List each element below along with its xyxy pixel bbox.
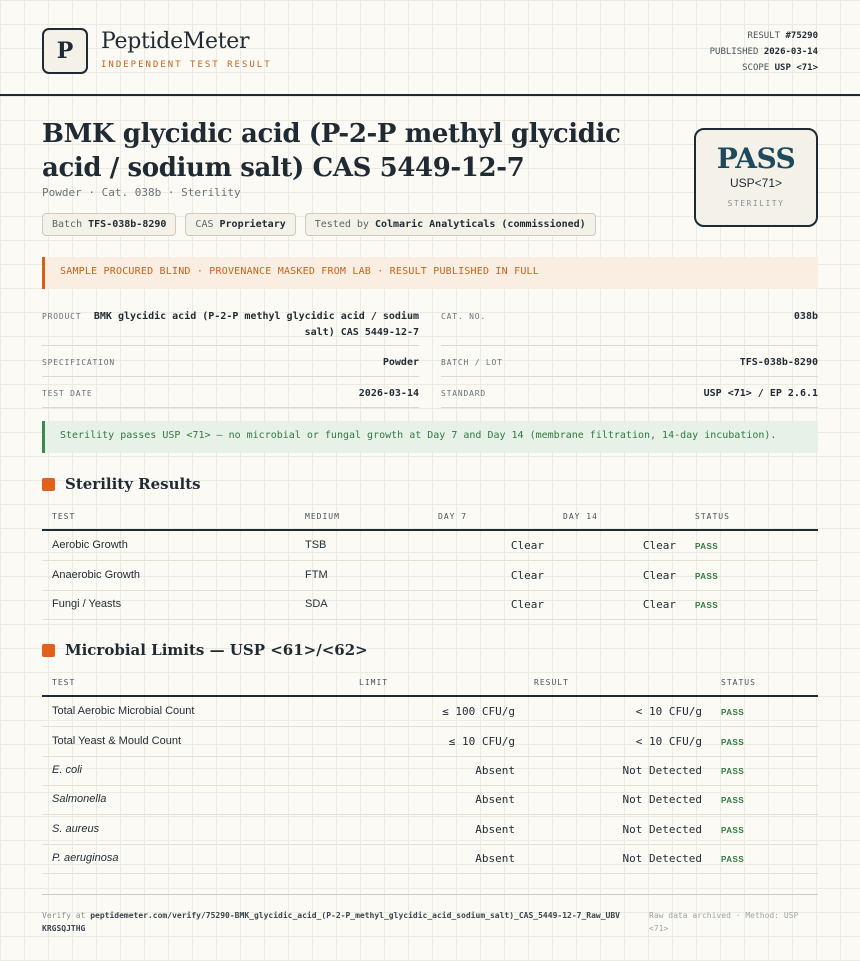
- microbial-section-title: [42, 641, 368, 659]
- col-test: TEST: [52, 512, 76, 521]
- table-row: [42, 697, 818, 727]
- col-status: STATUS: [721, 678, 756, 687]
- table-row: [42, 785, 818, 815]
- detail-label: PRODUCT: [42, 312, 82, 321]
- detail-value: Powder: [382, 357, 419, 368]
- detail-standard: [441, 377, 818, 408]
- day14-value: Clear: [642, 598, 676, 611]
- cas-chip: CAS Proprietary: [185, 213, 295, 236]
- status-badge: PASS: [695, 572, 719, 581]
- blind-sample-banner: SAMPLE PROCURED BLIND · PROVENANCE MASKED FROM LAB · RESULT PUBLISHED IN FULL: [42, 257, 818, 289]
- tested-by-chip: Tested by Colmaric Analyticals (commissioned): [305, 213, 596, 236]
- archive-note: Raw data archived · Method: USP <71>: [649, 911, 799, 933]
- day14-value: Clear: [642, 539, 676, 552]
- col-limit: LIMIT: [359, 678, 389, 687]
- day7-value: Clear: [510, 569, 544, 582]
- test-name: Aerobic Growth: [52, 539, 128, 551]
- section-heading: Sterility Results: [65, 475, 201, 493]
- sterility-section-title: [42, 475, 201, 493]
- result-value: Not Detected: [622, 764, 702, 777]
- detail-label: CAT. NO.: [441, 312, 486, 321]
- medium: TSB: [305, 539, 327, 551]
- day7-value: Clear: [510, 598, 544, 611]
- test-name: Total Aerobic Microbial Count: [52, 705, 195, 717]
- detail-value: 2026-03-14: [358, 388, 419, 399]
- test-name: S. aureus: [52, 823, 100, 835]
- detail-batch-lot: [441, 346, 818, 377]
- detail-label: SPECIFICATION: [42, 358, 116, 367]
- sterility-table-header: [42, 509, 818, 531]
- summary-banner: Sterility passes USP <71> — no microbial or fungal growth at Day 7 and Day 14 (membrane filtration, 14-day incubation).: [42, 421, 818, 453]
- info-chips: [42, 213, 596, 236]
- detail-value: 038b: [793, 311, 818, 322]
- report-header: [0, 0, 860, 96]
- verdict-standard: USP<71>: [729, 176, 783, 190]
- table-row: [42, 590, 818, 620]
- detail-label: BATCH / LOT: [441, 358, 503, 367]
- status-badge: PASS: [721, 796, 745, 805]
- section-marker-icon: [42, 478, 55, 491]
- detail-value: USP <71> / EP 2.6.1: [703, 388, 818, 399]
- test-name: Total Yeast & Mould Count: [52, 735, 182, 747]
- table-row: [42, 815, 818, 845]
- published-line: PUBLISHED 2026-03-14: [709, 47, 818, 57]
- status-badge: PASS: [721, 767, 745, 776]
- status-badge: PASS: [721, 738, 745, 747]
- col-result: RESULT: [534, 678, 569, 687]
- test-name: E. coli: [52, 764, 82, 776]
- limit-value: Absent: [475, 764, 515, 777]
- result-value: Not Detected: [622, 852, 702, 865]
- limit-value: ≤ 100 CFU/g: [442, 705, 515, 718]
- detail-label: STANDARD: [441, 389, 486, 398]
- table-row: [42, 727, 818, 757]
- col-day7: DAY 7: [438, 512, 468, 521]
- detail-value: TFS-038b-8290: [739, 357, 818, 368]
- microbial-table-header: [42, 675, 818, 697]
- verify-link[interactable]: peptidemeter.com/verify/75290-BMK_glycidic_acid_(P-2-P_methyl_glycidic_acid_sodium_salt)_CAS_5449-12-7_Raw_UBVKRGSQJTHG: [42, 911, 620, 933]
- status-badge: PASS: [721, 855, 745, 864]
- limit-value: Absent: [475, 823, 515, 836]
- brand-name: PeptideMeter: [101, 29, 250, 54]
- limit-value: ≤ 10 CFU/g: [448, 735, 515, 748]
- col-day14: DAY 14: [563, 512, 598, 521]
- status-badge: PASS: [695, 601, 719, 610]
- test-name: Fungi / Yeasts: [52, 598, 122, 610]
- page-title: BMK glycidic acid (P-2-P methyl glycidic acid / sodium salt) CAS 5449-12-7: [42, 119, 621, 183]
- section-heading: Microbial Limits — USP <61>/<62>: [65, 641, 368, 659]
- detail-product: [42, 300, 419, 346]
- verdict-word: PASS: [716, 142, 796, 175]
- page-subtitle: Powder · Cat. 038b · Sterility: [42, 186, 241, 199]
- logo-mark: P: [42, 28, 88, 74]
- status-badge: PASS: [695, 542, 719, 551]
- test-name: P. aeruginosa: [52, 852, 119, 864]
- table-row: [42, 561, 818, 591]
- limit-value: Absent: [475, 793, 515, 806]
- limit-value: Absent: [475, 852, 515, 865]
- detail-cat-no: [441, 300, 818, 346]
- day14-value: Clear: [642, 569, 676, 582]
- section-marker-icon: [42, 644, 55, 657]
- batch-chip: Batch TFS-038b-8290: [42, 213, 176, 236]
- verify-note: Verify at peptidemeter.com/verify/75290-BMK_glycidic_acid_(P-2-P_methyl_glycidic_acid_sodium_salt)_CAS_5449-12-7_Raw_UBVKRGSQJTHG: [42, 911, 620, 933]
- detail-specification: [42, 346, 419, 377]
- status-badge: PASS: [721, 826, 745, 835]
- medium: SDA: [305, 598, 328, 610]
- status-badge: PASS: [721, 708, 745, 717]
- table-row: [42, 531, 818, 561]
- verdict-category: STERILITY: [727, 199, 785, 208]
- detail-test-date: [42, 377, 419, 408]
- verdict-badge: [694, 128, 818, 227]
- result-value: < 10 CFU/g: [635, 705, 702, 718]
- table-row: [42, 756, 818, 786]
- col-medium: MEDIUM: [305, 512, 340, 521]
- result-id-line: RESULT #75290: [747, 31, 818, 41]
- detail-value: BMK glycidic acid (P-2-P methyl glycidic acid / sodium salt) CAS 5449-12-7: [93, 311, 419, 338]
- medium: FTM: [305, 569, 328, 581]
- result-value: < 10 CFU/g: [635, 735, 702, 748]
- report-meta: [710, 28, 818, 76]
- test-name: Salmonella: [52, 793, 107, 805]
- test-name: Anaerobic Growth: [52, 569, 141, 581]
- detail-label: TEST DATE: [42, 389, 93, 398]
- col-test: TEST: [52, 678, 76, 687]
- result-value: Not Detected: [622, 823, 702, 836]
- footer-divider: [42, 894, 818, 895]
- col-status: STATUS: [695, 512, 730, 521]
- day7-value: Clear: [510, 539, 544, 552]
- result-value: Not Detected: [622, 793, 702, 806]
- scope-line: SCOPE USP <71>: [742, 63, 818, 73]
- brand-tagline: INDEPENDENT TEST RESULT: [101, 60, 272, 70]
- table-row: [42, 844, 818, 874]
